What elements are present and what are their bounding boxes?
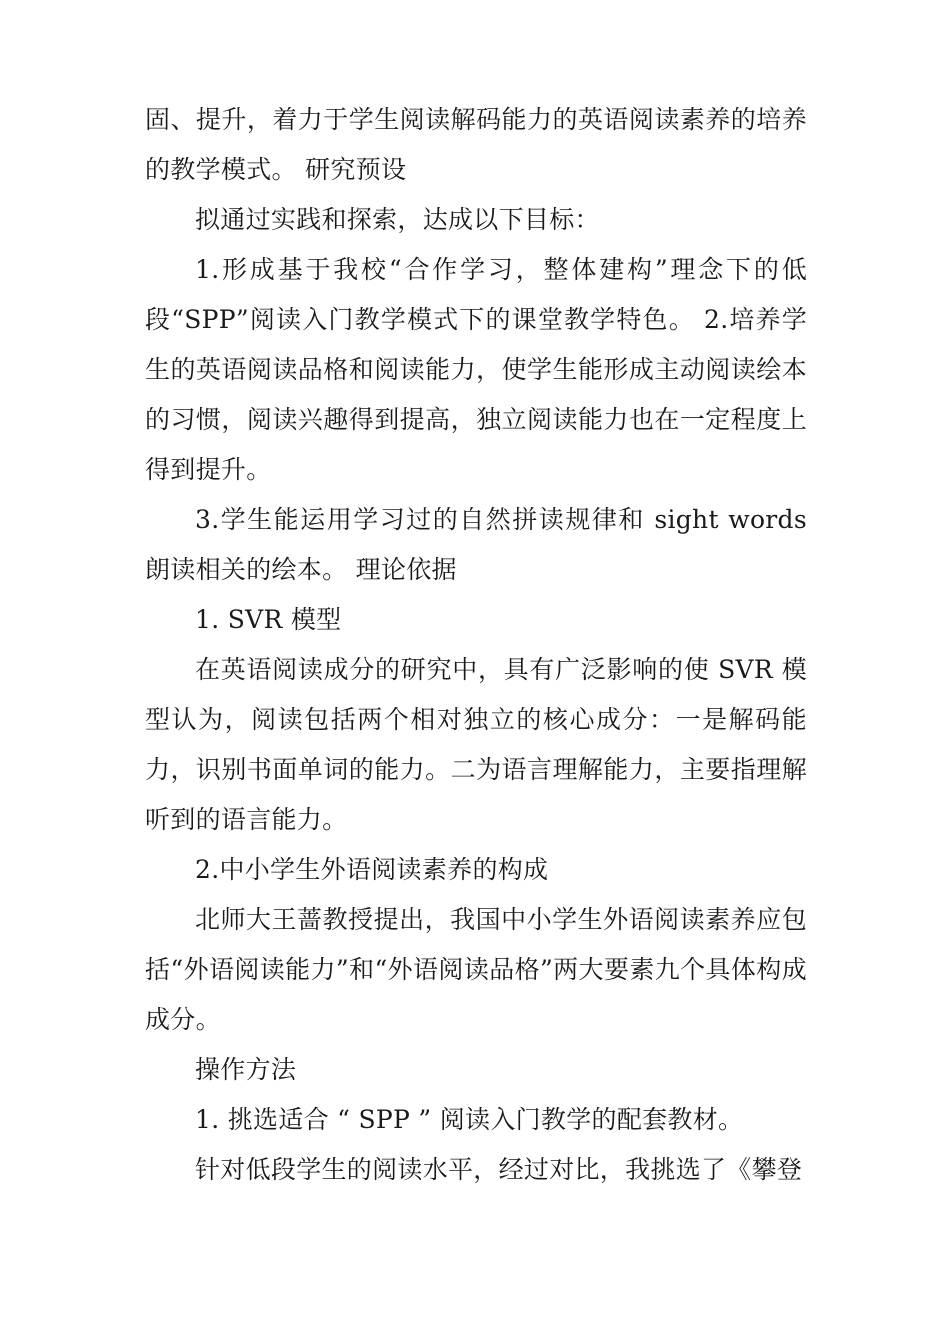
paragraph-5: 1. SVR 模型 [195, 605, 342, 634]
paragraph-3: 1.形成基于我校“合作学习，整体建构”理念下的低段“SPP”阅读入门教学模式下的课堂教学特色。 2.培养学生的英语阅读品格和阅读能力，使学生能形成主动阅读绘本的习惯，阅读兴趣得到提高，独立阅读能力也在一定程度上得到提升。 [145, 255, 807, 484]
paragraph-9: 操作方法 [195, 1055, 297, 1084]
paragraph-11: 针对低段学生的阅读水平，经过对比，我挑选了《攀登 [195, 1155, 803, 1184]
paragraph-7: 2.中小学生外语阅读素养的构成 [195, 855, 549, 884]
paragraph-2: 拟通过实践和探索，达成以下目标： [195, 205, 600, 234]
paragraph-6: 在英语阅读成分的研究中，具有广泛影响的使 SVR 模型认为，阅读包括两个相对独立的核心成分：一是解码能力，识别书面单词的能力。二为语言理解能力，主要指理解听到的语言能力。 [145, 655, 807, 834]
body-text [145, 95, 807, 1195]
paragraph-1: 固、提升，着力于学生阅读解码能力的英语阅读素养的培养的教学模式。 研究预设 [145, 105, 807, 184]
paragraph-4: 3.学生能运用学习过的自然拼读规律和 sight words 朗读相关的绘本。 理论依据 [145, 505, 807, 584]
paragraph-10: 1. 挑选适合 “ SPP ” 阅读入门教学的配套教材。 [195, 1105, 744, 1134]
paragraph-8: 北师大王蔷教授提出，我国中小学生外语阅读素养应包括“外语阅读能力”和“外语阅读品格”两大要素九个具体构成成分。 [145, 905, 807, 1034]
